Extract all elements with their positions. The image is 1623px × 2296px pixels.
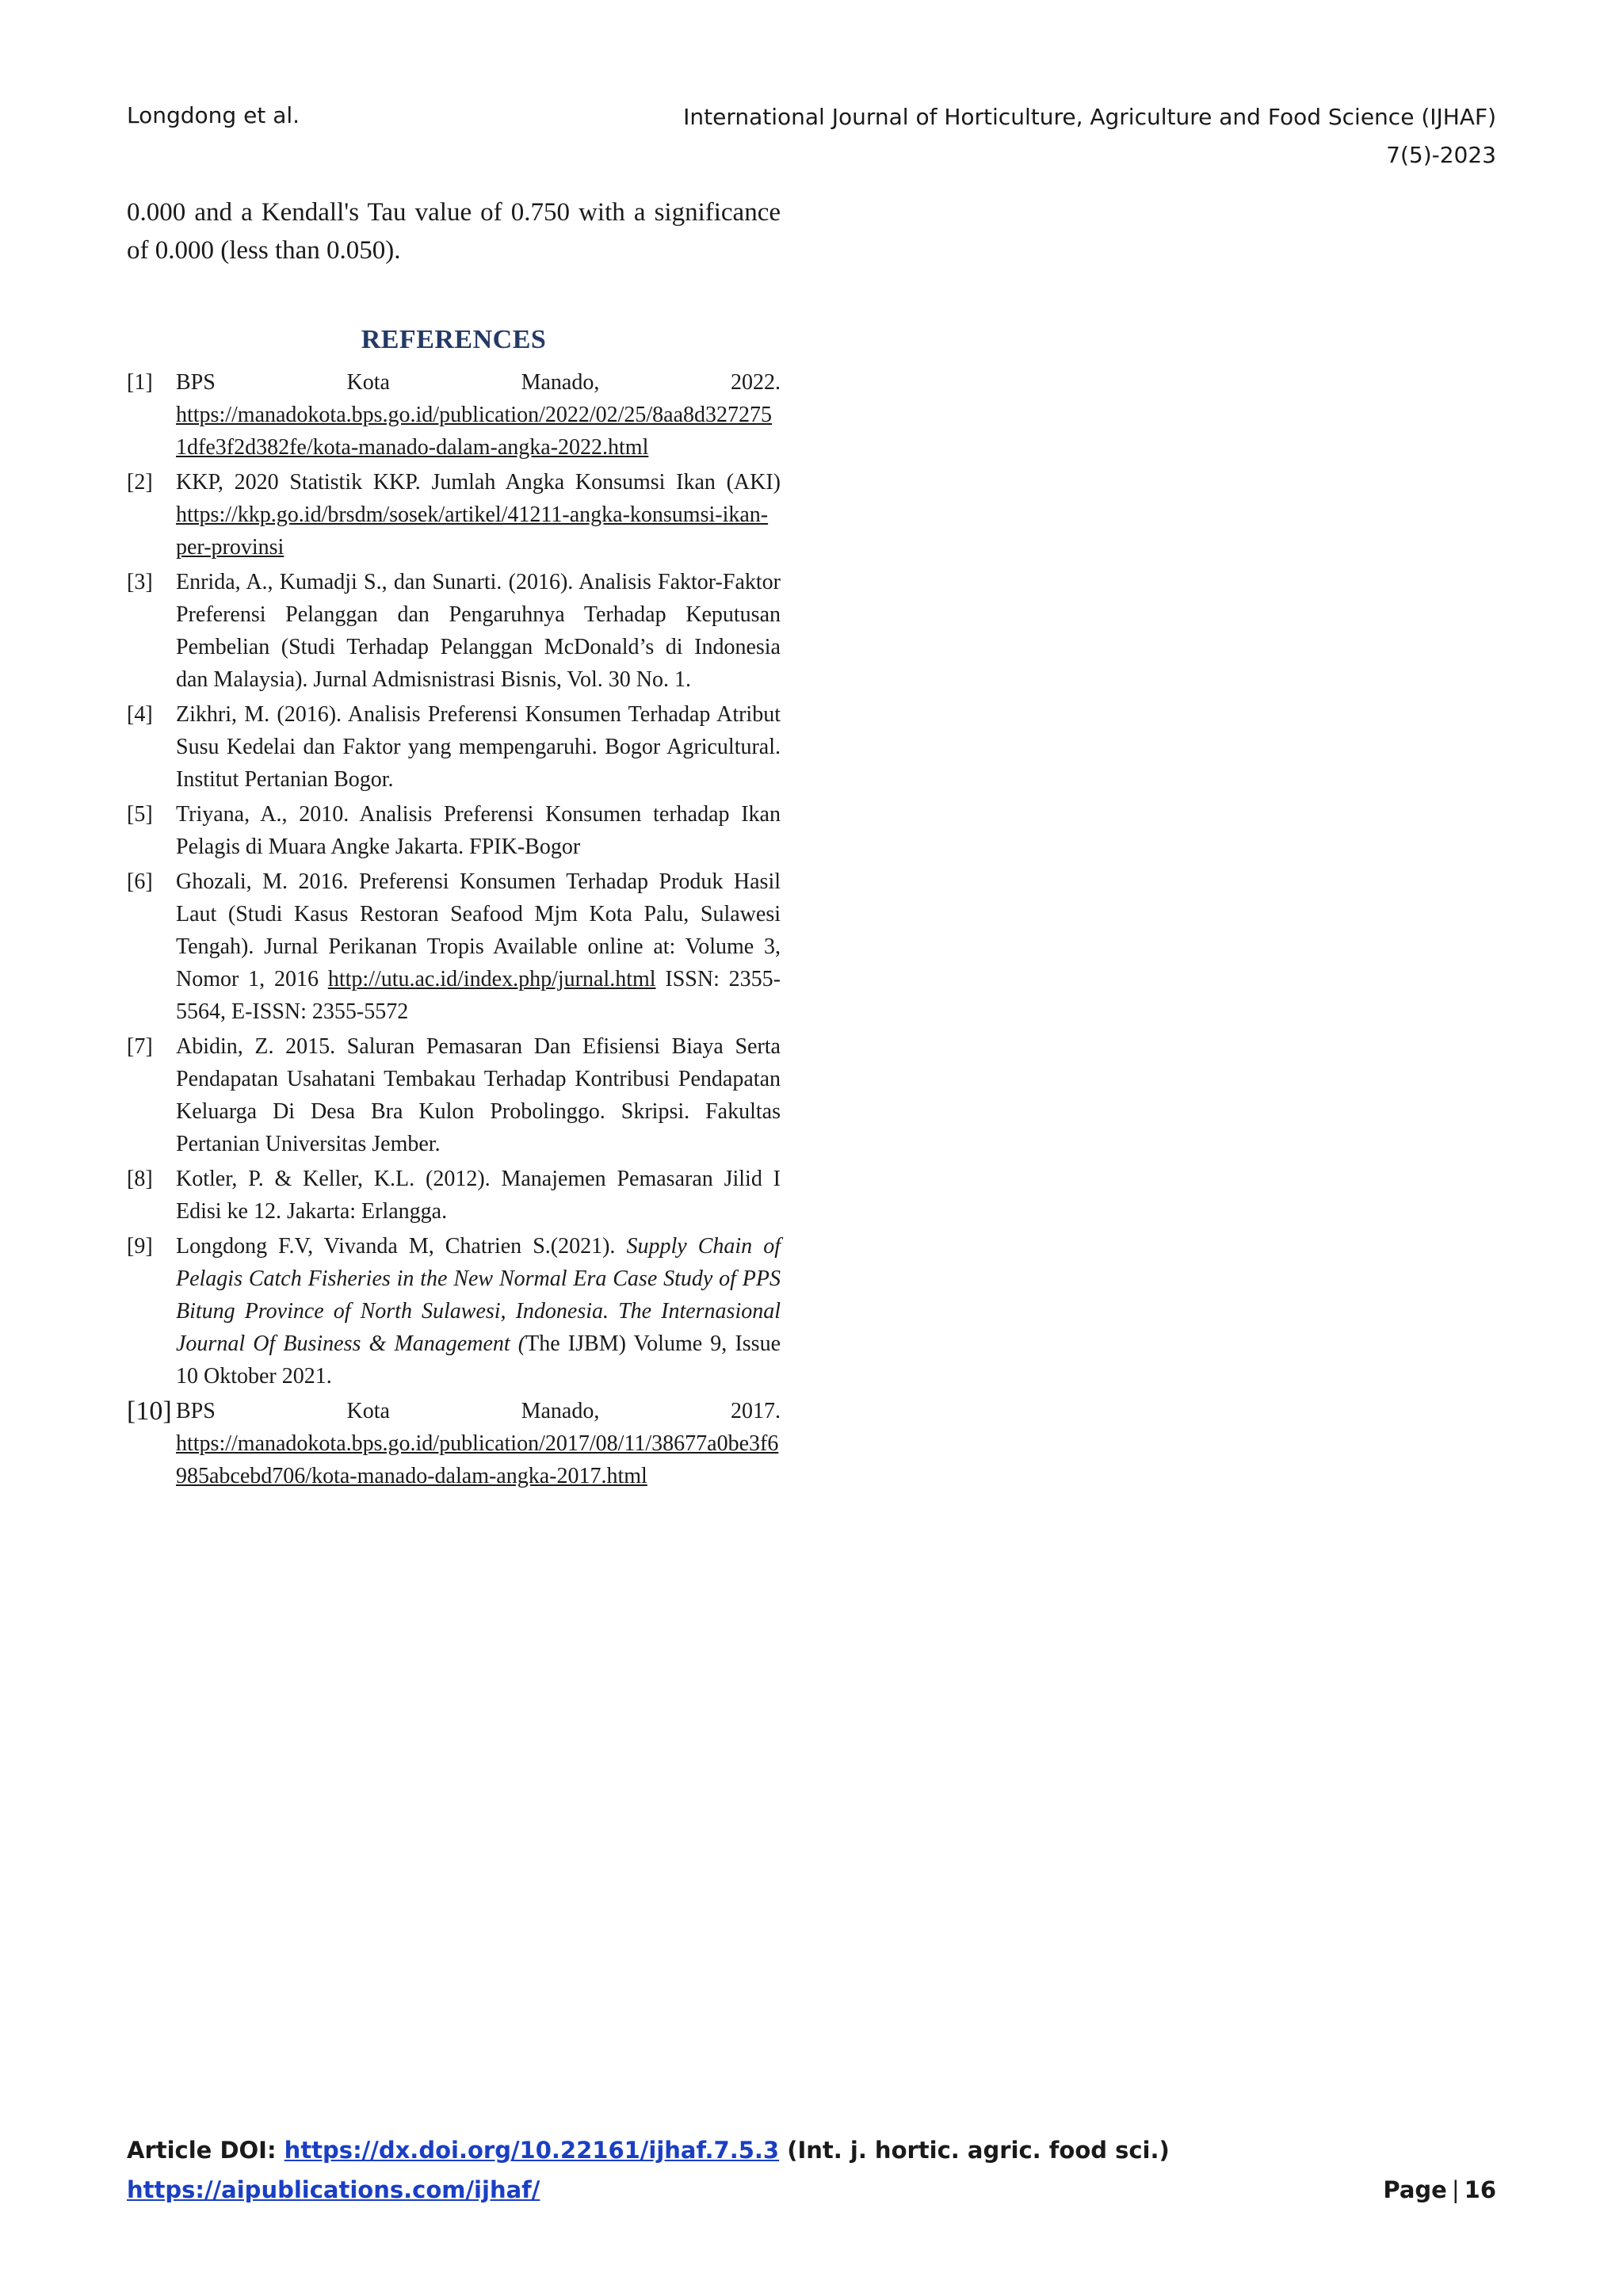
reference-number: [6] bbox=[127, 869, 153, 894]
reference-text: Enrida, A., Kumadji S., dan Sunarti. (2016). Analisis Faktor-Faktor Preferensi Pelanggan dan Pengaruhnya Terhadap Keputusan Pembelian (Studi Terhadap Pelanggan McDonald’s di Indonesia dan Malaysia). Jurnal Admisnistrasi Bisnis, Vol. 30 No. 1. bbox=[176, 570, 781, 692]
reference-item bbox=[127, 1395, 781, 1492]
reference-list bbox=[127, 366, 781, 1492]
journal-site-link[interactable]: https://aipublications.com/ijhaf/ bbox=[127, 2176, 540, 2203]
running-header-journal bbox=[466, 98, 1496, 174]
reference-item bbox=[127, 1163, 781, 1228]
doi-label: Article DOI: bbox=[127, 2137, 277, 2164]
journal-title: International Journal of Horticulture, Agriculture and Food Science (IJHAF) bbox=[683, 104, 1496, 130]
reference-link[interactable]: http://utu.ac.id/index.php/jurnal.html bbox=[327, 967, 656, 991]
left-column bbox=[127, 193, 781, 1495]
reference-lead: BPS Kota Manado, 2017. bbox=[176, 1399, 781, 1423]
reference-tail: The IJBM) Volume 9, Issue 10 Oktober 2021. bbox=[176, 1331, 781, 1389]
reference-text: Ghozali, M. 2016. Preferensi Konsumen Terhadap Produk Hasil Laut (Studi Kasus Restoran Seafood Mjm Kota Palu, Sulawesi Tengah). Jurnal Perikanan Tropis Available online at: Volume 3, Nomor 1, 2016 bbox=[176, 869, 781, 991]
reference-text: Abidin, Z. 2015. Saluran Pemasaran Dan Efisiensi Biaya Serta Pendapatan Usahatani Tembakau Terhadap Kontribusi Pendapatan Keluarga Di Desa Bra Kulon Probolinggo. Skripsi. Fakultas Pertanian Universitas Jember. bbox=[176, 1034, 781, 1156]
reference-text: Triyana, A., 2010. Analisis Preferensi Konsumen terhadap Ikan Pelagis di Muara Angke Jakarta. FPIK-Bogor bbox=[176, 802, 781, 859]
reference-item bbox=[127, 698, 781, 796]
intro-paragraph: 0.000 and a Kendall's Tau value of 0.750 with a significance of 0.000 (less than 0.050). bbox=[127, 198, 781, 265]
reference-number: [5] bbox=[127, 802, 153, 827]
reference-item bbox=[127, 865, 781, 1028]
reference-item bbox=[127, 566, 781, 696]
reference-text: KKP, 2020 Statistik KKP. Jumlah Angka Konsumsi Ikan (AKI) bbox=[176, 470, 781, 495]
reference-link[interactable]: https://kkp.go.id/brsdm/sosek/artikel/41211-angka-konsumsi-ikan-per-provinsi bbox=[176, 502, 769, 560]
reference-link[interactable]: https://manadokota.bps.go.id/publication/2022/02/25/8aa8d3272751dfe3f2d382fe/kota-manado-dalam-angka-2022.html bbox=[176, 403, 773, 460]
reference-italic-title: Supply Chain of Pelagis Catch Fisheries in the New Normal Era Case Study of PPS Bitung Province of North Sulawesi, Indonesia. The Internasional Journal Of Business & Management ( bbox=[176, 1234, 781, 1356]
footer-doi-line bbox=[127, 2130, 1496, 2170]
reference-item bbox=[127, 1230, 781, 1392]
reference-number: [8] bbox=[127, 1167, 153, 1191]
reference-number: [7] bbox=[127, 1034, 153, 1059]
reference-item bbox=[127, 1030, 781, 1160]
journal-volume: 7(5)-2023 bbox=[1386, 142, 1496, 168]
reference-link[interactable]: https://manadokota.bps.go.id/publication/2017/08/11/38677a0be3f6985abcebd706/kota-manado-dalam-angka-2017.html bbox=[176, 1431, 779, 1488]
reference-item bbox=[127, 466, 781, 563]
reference-number: [1] bbox=[127, 370, 153, 395]
reference-number: [3] bbox=[127, 570, 153, 594]
reference-lead: BPS Kota Manado, 2022. bbox=[176, 370, 781, 395]
footer-site-line bbox=[127, 2170, 1496, 2210]
doi-link[interactable]: https://dx.doi.org/10.22161/ijhaf.7.5.3 bbox=[284, 2137, 780, 2164]
reference-text: Longdong F.V, Vivanda M, Chatrien S.(2021). bbox=[176, 1234, 616, 1259]
reference-text: Zikhri, M. (2016). Analisis Preferensi Konsumen Terhadap Atribut Susu Kedelai dan Faktor yang mempengaruhi. Bogor Agricultural. Institut Pertanian Bogor. bbox=[176, 702, 781, 792]
reference-number: [10] bbox=[127, 1396, 172, 1426]
page-number: Page | 16 bbox=[1383, 2176, 1496, 2203]
reference-item bbox=[127, 366, 781, 464]
reference-number: [9] bbox=[127, 1234, 153, 1259]
reference-tail: ISSN: 2355-5564, E-ISSN: 2355-5572 bbox=[176, 967, 781, 1024]
references-heading: REFERENCES bbox=[361, 325, 547, 354]
running-header-authors: Longdong et al. bbox=[127, 102, 300, 128]
reference-text: Kotler, P. & Keller, K.L. (2012). Manajemen Pemasaran Jilid I Edisi ke 12. Jakarta: Erlangga. bbox=[176, 1167, 781, 1224]
reference-number: [4] bbox=[127, 702, 153, 727]
doi-suffix: (Int. j. hortic. agric. food sci.) bbox=[787, 2137, 1170, 2164]
reference-number: [2] bbox=[127, 470, 153, 495]
reference-item bbox=[127, 798, 781, 863]
page-footer bbox=[127, 2130, 1496, 2210]
